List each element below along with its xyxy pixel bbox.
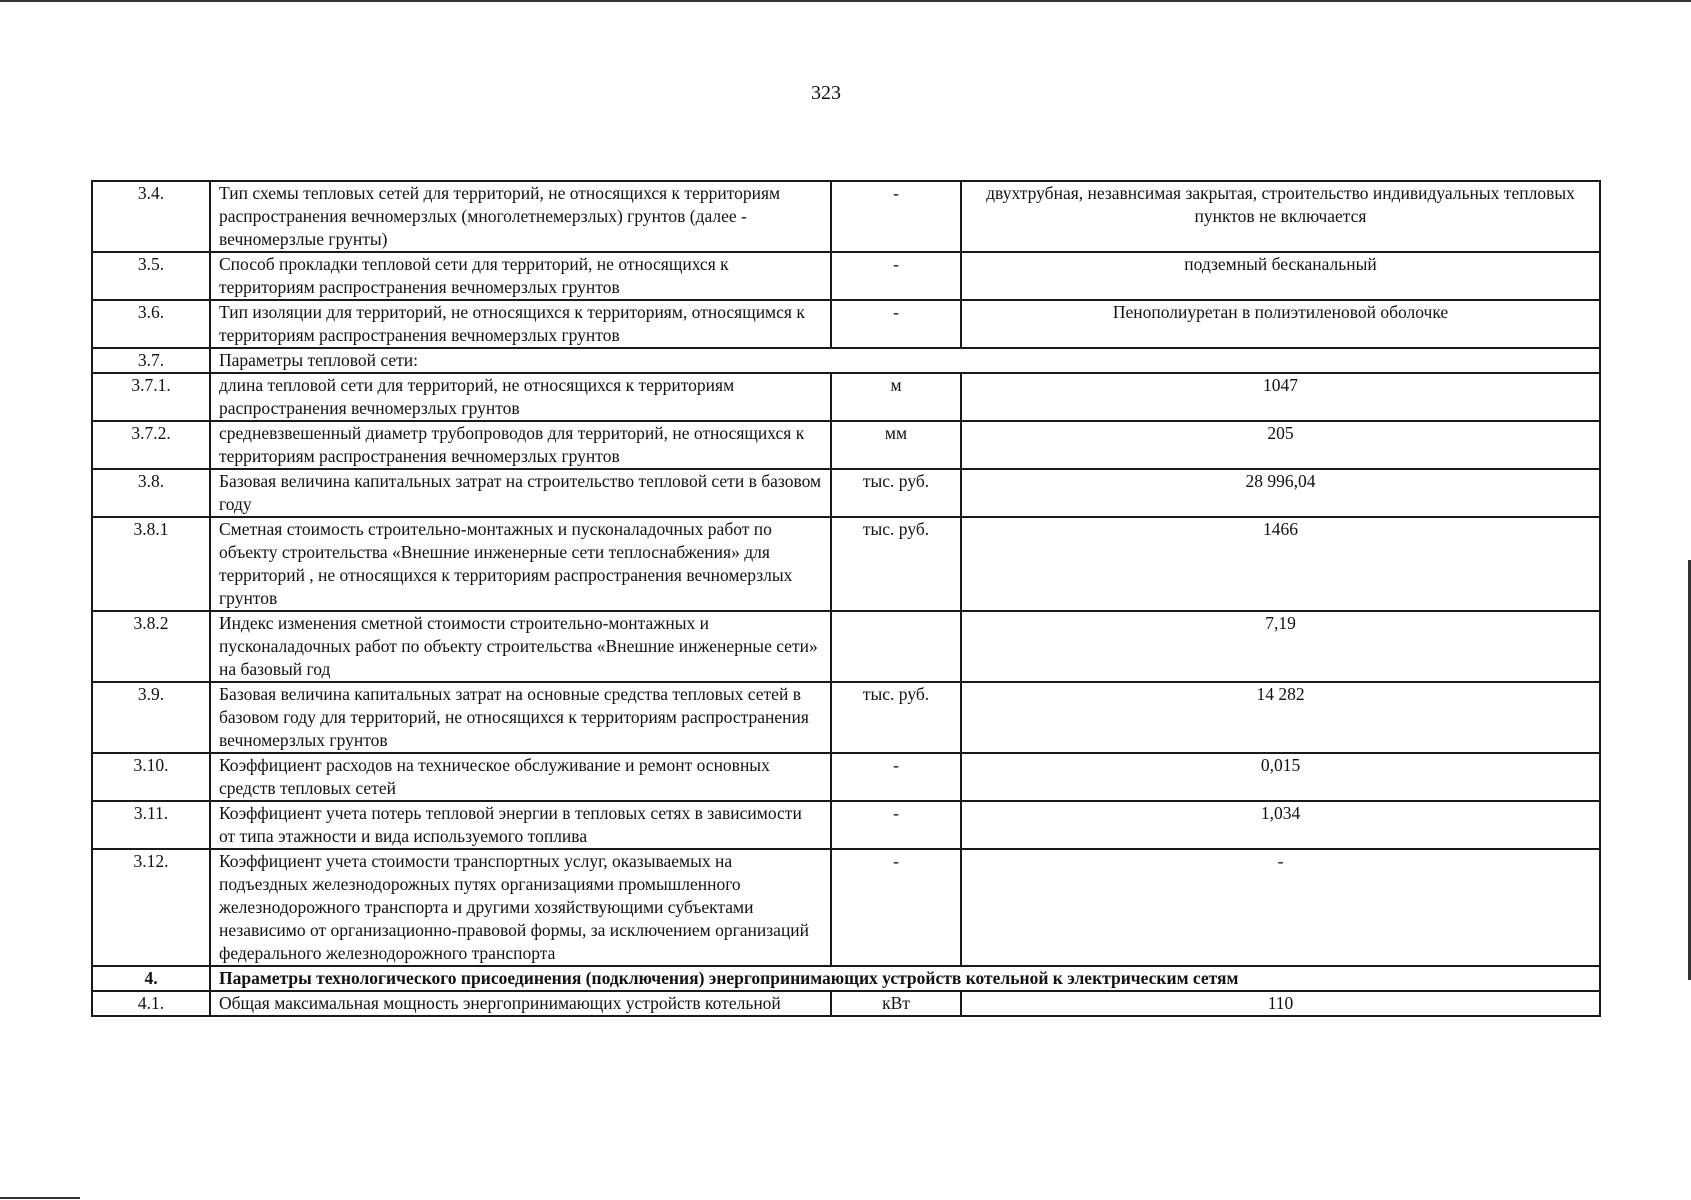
table-row (92, 517, 1600, 611)
scan-edge-bottom (0, 1197, 80, 1199)
row-number: 3.8.2 (92, 611, 210, 682)
row-value: двухтрубная, незавнсимая закрытая, строительство индивидуальных тепловых пунктов не включается (961, 181, 1600, 252)
row-unit: тыс. руб. (831, 517, 961, 611)
table-row (92, 348, 1600, 373)
row-number: 3.7.2. (92, 421, 210, 469)
row-description: Параметры тепловой сети: (210, 348, 1600, 373)
table-row (92, 753, 1600, 801)
row-value: 28 996,04 (961, 469, 1600, 517)
row-description: Сметная стоимость строительно-монтажных и пусконаладочных работ по объекту строительства «Внешние инженерные сети теплоснабжения» для территорий , не относящихся к территориям распространения вечномерзлых грунтов (210, 517, 831, 611)
parameters-table-body (92, 181, 1600, 1016)
row-value: 205 (961, 421, 1600, 469)
row-description: Базовая величина капитальных затрат на основные средства тепловых сетей в базовом году для территорий, не относящихся к территориям распространения вечномерзлых грунтов (210, 682, 831, 753)
row-number: 3.8. (92, 469, 210, 517)
row-value: - (961, 849, 1600, 966)
row-value: 110 (961, 991, 1600, 1016)
row-value: 1047 (961, 373, 1600, 421)
parameters-table (91, 180, 1601, 1017)
row-unit: мм (831, 421, 961, 469)
row-value: 14 282 (961, 682, 1600, 753)
row-description: Коэффициент учета стоимости транспортных услуг, оказываемых на подъездных железнодорожных путях организациями промышленного железнодорожного транспорта и другими хозяйствующими субъектами независимо от организационно-правовой формы, за исключением организаций федерального железнодорожного транспорта (210, 849, 831, 966)
table-row (92, 991, 1600, 1016)
row-number: 3.7. (92, 348, 210, 373)
table-row (92, 373, 1600, 421)
row-number: 3.11. (92, 801, 210, 849)
row-description: Параметры технологического присоединения (подключения) энергопринимающих устройств котельной к электрическим сетям (210, 966, 1600, 991)
row-description: средневзвешенный диаметр трубопроводов для территорий, не относящихся к территориям распространения вечномерзлых грунтов (210, 421, 831, 469)
table-row (92, 682, 1600, 753)
row-unit: кВт (831, 991, 961, 1016)
page-number: 323 (811, 82, 841, 104)
row-unit: - (831, 849, 961, 966)
row-unit: - (831, 181, 961, 252)
row-description: Коэффициент учета потерь тепловой энергии в тепловых сетях в зависимости от типа этажности и вида используемого топлива (210, 801, 831, 849)
row-value: 0,015 (961, 753, 1600, 801)
row-description: длина тепловой сети для территорий, не относящихся к территориям распространения вечномерзлых грунтов (210, 373, 831, 421)
row-value: 7,19 (961, 611, 1600, 682)
row-unit: - (831, 252, 961, 300)
row-number: 3.6. (92, 300, 210, 348)
table-row (92, 469, 1600, 517)
row-number: 3.5. (92, 252, 210, 300)
row-description: Базовая величина капитальных затрат на строительство тепловой сети в базовом году (210, 469, 831, 517)
table-row (92, 421, 1600, 469)
row-description: Тип схемы тепловых сетей для территорий, не относящихся к территориям распространения вечномерзлых (многолетнемерзлых) грунтов (далее - вечномерзлые грунты) (210, 181, 831, 252)
row-number: 3.9. (92, 682, 210, 753)
row-unit: м (831, 373, 961, 421)
row-unit: тыс. руб. (831, 682, 961, 753)
row-value: Пенополиуретан в полиэтиленовой оболочке (961, 300, 1600, 348)
row-number: 3.10. (92, 753, 210, 801)
row-value: 1,034 (961, 801, 1600, 849)
row-description: Индекс изменения сметной стоимости строительно-монтажных и пусконаладочных работ по объекту строительства «Внешние инженерные сети» на базовый год (210, 611, 831, 682)
row-unit: - (831, 300, 961, 348)
scan-edge-top (0, 0, 1691, 2)
row-unit: тыс. руб. (831, 469, 961, 517)
table-row (92, 966, 1600, 991)
row-number: 3.7.1. (92, 373, 210, 421)
row-unit (831, 611, 961, 682)
table-row (92, 252, 1600, 300)
table-row (92, 849, 1600, 966)
row-description: Способ прокладки тепловой сети для территорий, не относящихся к территориям распространения вечномерзлых грунтов (210, 252, 831, 300)
table-row (92, 300, 1600, 348)
row-unit: - (831, 801, 961, 849)
row-number: 4. (92, 966, 210, 991)
table-row (92, 611, 1600, 682)
row-number: 4.1. (92, 991, 210, 1016)
row-unit: - (831, 753, 961, 801)
row-number: 3.4. (92, 181, 210, 252)
row-value: подземный бесканальный (961, 252, 1600, 300)
row-value: 1466 (961, 517, 1600, 611)
row-description: Общая максимальная мощность энергопринимающих устройств котельной (210, 991, 831, 1016)
row-description: Коэффициент расходов на техническое обслуживание и ремонт основных средств тепловых сетей (210, 753, 831, 801)
row-number: 3.8.1 (92, 517, 210, 611)
table-row (92, 801, 1600, 849)
row-number: 3.12. (92, 849, 210, 966)
row-description: Тип изоляции для территорий, не относящихся к территориям, относящимся к территориям распространения вечномерзлых грунтов (210, 300, 831, 348)
table-row (92, 181, 1600, 252)
